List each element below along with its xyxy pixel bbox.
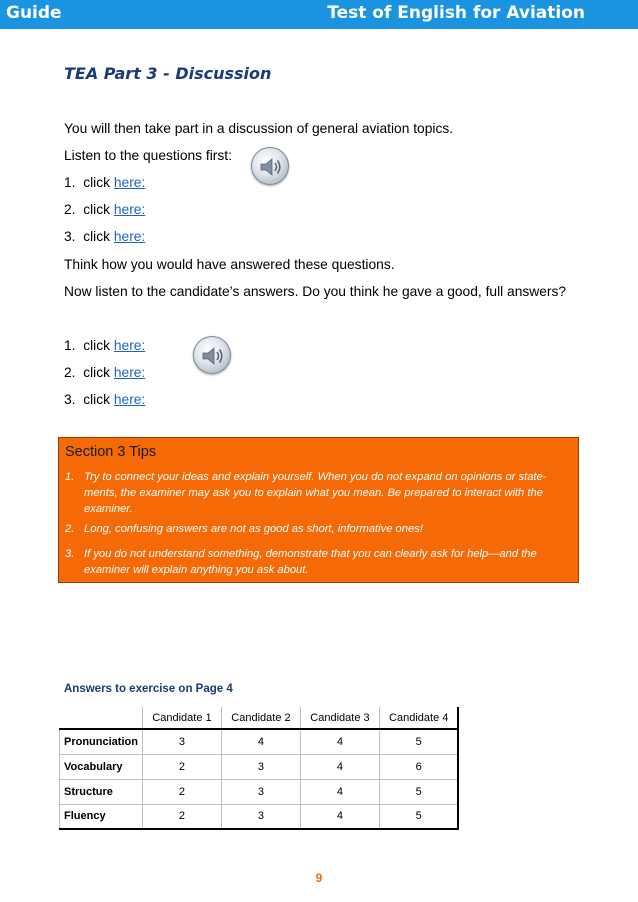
- question-1-link[interactable]: here:: [113, 175, 146, 190]
- score-cell: 5: [379, 729, 458, 754]
- tip-3: [65, 546, 570, 578]
- column-header: Candidate 4: [379, 707, 458, 729]
- answer-item-2-num: 2.: [64, 365, 76, 380]
- question-item-1: [64, 175, 145, 190]
- answers-audio-button[interactable]: [193, 336, 231, 374]
- answer-2-link[interactable]: here:: [113, 365, 146, 380]
- page-header: [0, 0, 638, 29]
- tip-1-num: 1.: [65, 471, 75, 483]
- score-cell: 4: [300, 804, 379, 829]
- scores-table: [59, 707, 459, 830]
- question-2-link[interactable]: here:: [113, 202, 146, 217]
- listen-questions-text: Listen to the questions first:: [64, 148, 232, 163]
- tip-3-text: If you do not understand something, demonstrate that you can clearly ask for help—and the examiner will explain anything you ask about.: [84, 548, 537, 576]
- answer-item-3: [64, 392, 145, 407]
- question-item-3-num: 3.: [64, 229, 76, 244]
- table-row: [60, 779, 459, 804]
- header-test-title: Test of English for Aviation: [327, 3, 585, 23]
- answer-item-3-num: 3.: [64, 392, 76, 407]
- score-cell: 4: [300, 754, 379, 779]
- score-cell: 4: [300, 779, 379, 804]
- speaker-icon: [259, 156, 283, 178]
- table-row: [60, 754, 459, 779]
- column-header: Candidate 2: [221, 707, 300, 729]
- section-tips-box: [58, 437, 579, 583]
- tip-2-text: Long, confusing answers are not as good as short, informative ones!: [84, 523, 423, 535]
- answer-1-link[interactable]: here:: [113, 338, 146, 353]
- page-number: 9: [315, 871, 323, 885]
- tip-1: [65, 469, 570, 517]
- answer-item-2: [64, 365, 145, 380]
- score-cell: 3: [221, 754, 300, 779]
- answer-item-1-text: click: [83, 338, 114, 353]
- row-label: Fluency: [60, 804, 143, 829]
- column-header: Candidate 3: [300, 707, 379, 729]
- score-cell: 4: [221, 729, 300, 754]
- score-cell: 5: [379, 804, 458, 829]
- answer-item-1: [64, 338, 145, 353]
- listen-answers-text: Now listen to the candidate’s answers. Do you think he gave a good, full answers?: [64, 284, 567, 299]
- table-header-row: [60, 707, 459, 729]
- tip-3-num: 3.: [65, 548, 75, 560]
- question-item-1-text: click: [83, 175, 114, 190]
- answer-3-link[interactable]: here:: [113, 392, 146, 407]
- answer-item-2-text: click: [83, 365, 114, 380]
- column-header: Candidate 1: [142, 707, 221, 729]
- questions-audio-button[interactable]: [251, 147, 289, 185]
- question-item-2: [64, 202, 145, 217]
- question-item-2-num: 2.: [64, 202, 76, 217]
- score-cell: 3: [221, 779, 300, 804]
- row-label: Vocabulary: [60, 754, 143, 779]
- table-row: [60, 729, 459, 754]
- answers-title: Answers to exercise on Page 4: [64, 683, 233, 695]
- page-title: TEA Part 3 - Discussion: [64, 64, 272, 83]
- row-label: Pronunciation: [60, 729, 143, 754]
- table-corner-cell: [60, 707, 143, 729]
- question-item-3: [64, 229, 145, 244]
- score-cell: 3: [221, 804, 300, 829]
- header-guide-label: Guide: [6, 3, 62, 23]
- score-cell: 4: [300, 729, 379, 754]
- score-cell: 6: [379, 754, 458, 779]
- score-cell: 2: [142, 754, 221, 779]
- answer-item-1-num: 1.: [64, 338, 76, 353]
- question-item-1-num: 1.: [64, 175, 76, 190]
- tip-2-num: 2.: [65, 523, 75, 535]
- score-cell: 5: [379, 779, 458, 804]
- score-cell: 3: [142, 729, 221, 754]
- tip-1-text: Try to connect your ideas and explain yourself. When you do not expand on opinions or state-ments, the examiner may ask you to explain what you mean. Be prepared to interact with the examiner.: [84, 471, 547, 515]
- score-cell: 2: [142, 804, 221, 829]
- think-text: Think how you would have answered these questions.: [64, 257, 395, 272]
- speaker-icon: [201, 345, 225, 367]
- row-label: Structure: [60, 779, 143, 804]
- question-item-3-text: click: [83, 229, 114, 244]
- tip-2: [65, 521, 570, 537]
- table-row: [60, 804, 459, 829]
- intro-text: You will then take part in a discussion of general aviation topics.: [64, 121, 454, 136]
- question-item-2-text: click: [83, 202, 114, 217]
- question-3-link[interactable]: here:: [113, 229, 146, 244]
- answer-item-3-text: click: [83, 392, 114, 407]
- score-cell: 2: [142, 779, 221, 804]
- tips-heading: Section 3 Tips: [65, 444, 157, 460]
